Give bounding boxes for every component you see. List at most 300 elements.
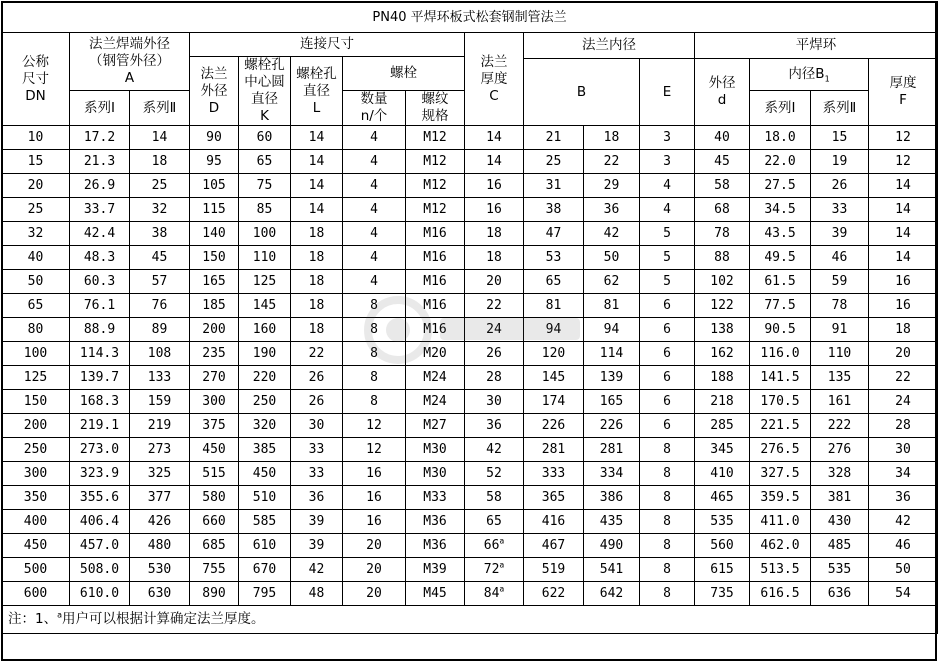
cell-bolt-thread: M12 [406,198,465,222]
cell-bolt-thread: M24 [406,390,465,414]
cell-flange-thickness: 28 [465,366,524,390]
cell-weld-od-series1: 273.0 [70,438,130,462]
cell-ring-thickness: 36 [869,486,938,510]
header-bolt: 螺栓 [343,57,465,91]
cell-dn: 80 [2,318,70,342]
cell-flange-od: 105 [190,174,239,198]
cell-flange-od: 515 [190,462,239,486]
cell-bolt-hole: 18 [291,246,343,270]
cell-flange-thickness: 72$^a$ [465,558,524,582]
cell-ring-id-series1: 49.5 [750,246,811,270]
cell-flange-thickness: 84$^a$ [465,582,524,606]
cell-bolt-qty: 4 [343,270,406,294]
cell-bolt-qty: 16 [343,462,406,486]
cell-ring-od: 465 [695,486,750,510]
cell-bolt-circle: 610 [239,534,291,558]
cell-ring-od: 285 [695,414,750,438]
cell-bolt-thread: M30 [406,462,465,486]
cell-ring-id-series1: 616.5 [750,582,811,606]
cell-flange-id-series1: 365 [524,486,584,510]
cell-e-value: 5 [640,222,695,246]
cell-ring-id-series1: 170.5 [750,390,811,414]
cell-ring-id-series2: 91 [811,318,869,342]
cell-e-value: 3 [640,126,695,150]
cell-flange-thickness: 36 [465,414,524,438]
cell-bolt-thread: M12 [406,150,465,174]
header-ring-thickness: 厚度 F [869,59,938,126]
cell-weld-od-series2: 38 [130,222,190,246]
cell-flange-id-series2: 81 [584,294,640,318]
cell-bolt-hole: 18 [291,318,343,342]
cell-ring-id-series2: 46 [811,246,869,270]
cell-e-value: 8 [640,438,695,462]
cell-weld-od-series2: 76 [130,294,190,318]
cell-flange-od: 890 [190,582,239,606]
cell-bolt-hole: 14 [291,174,343,198]
header-bolt-qty: 数量 n/个 [343,91,406,126]
cell-ring-thickness: 28 [869,414,938,438]
cell-ring-od: 45 [695,150,750,174]
cell-bolt-circle: 670 [239,558,291,582]
cell-weld-od-series1: 114.3 [70,342,130,366]
cell-ring-thickness: 42 [869,510,938,534]
cell-ring-thickness: 16 [869,294,938,318]
cell-flange-thickness: 52 [465,462,524,486]
cell-ring-id-series1: 327.5 [750,462,811,486]
cell-ring-thickness: 16 [869,270,938,294]
cell-ring-thickness: 14 [869,174,938,198]
cell-ring-id-series2: 381 [811,486,869,510]
cell-weld-od-series1: 323.9 [70,462,130,486]
cell-dn: 65 [2,294,70,318]
header-dn: 公称 尺寸 DN [2,33,70,126]
cell-flange-id-series2: 36 [584,198,640,222]
cell-bolt-thread: M30 [406,438,465,462]
header-b: B [524,59,640,126]
cell-bolt-hole: 48 [291,582,343,606]
cell-weld-od-series2: 377 [130,486,190,510]
cell-e-value: 8 [640,510,695,534]
cell-flange-id-series2: 386 [584,486,640,510]
cell-ring-thickness: 24 [869,390,938,414]
cell-flange-od: 270 [190,366,239,390]
cell-flange-od: 660 [190,510,239,534]
cell-ring-od: 88 [695,246,750,270]
cell-weld-od-series2: 219 [130,414,190,438]
cell-e-value: 8 [640,486,695,510]
cell-bolt-thread: M36 [406,510,465,534]
cell-weld-od-series2: 159 [130,390,190,414]
cell-ring-id-series1: 411.0 [750,510,811,534]
cell-flange-id-series2: 490 [584,534,640,558]
cell-flange-thickness: 65 [465,510,524,534]
cell-flange-id-series1: 281 [524,438,584,462]
cell-bolt-qty: 8 [343,318,406,342]
cell-bolt-hole: 39 [291,510,343,534]
cell-ring-thickness: 12 [869,126,938,150]
cell-bolt-qty: 4 [343,174,406,198]
cell-ring-od: 615 [695,558,750,582]
cell-flange-thickness: 18 [465,222,524,246]
cell-flange-thickness: 42 [465,438,524,462]
cell-ring-id-series2: 430 [811,510,869,534]
cell-dn: 300 [2,462,70,486]
cell-bolt-circle: 60 [239,126,291,150]
cell-bolt-thread: M16 [406,246,465,270]
table-frame [1,1,937,661]
cell-bolt-qty: 16 [343,486,406,510]
cell-flange-od: 685 [190,534,239,558]
cell-bolt-hole: 14 [291,198,343,222]
cell-ring-id-series1: 18.0 [750,126,811,150]
cell-bolt-circle: 110 [239,246,291,270]
cell-ring-thickness: 14 [869,198,938,222]
cell-bolt-qty: 16 [343,510,406,534]
cell-ring-id-series2: 328 [811,462,869,486]
header-connection: 连接尺寸 [190,33,465,57]
cell-weld-od-series1: 355.6 [70,486,130,510]
cell-weld-od-series2: 45 [130,246,190,270]
cell-flange-id-series1: 21 [524,126,584,150]
cell-e-value: 6 [640,366,695,390]
cell-flange-id-series1: 467 [524,534,584,558]
cell-bolt-circle: 190 [239,342,291,366]
cell-flange-id-series2: 541 [584,558,640,582]
cell-ring-thickness: 12 [869,150,938,174]
cell-bolt-thread: M36 [406,534,465,558]
cell-flange-od: 375 [190,414,239,438]
cell-bolt-circle: 510 [239,486,291,510]
cell-ring-id-series2: 19 [811,150,869,174]
cell-flange-id-series1: 94 [524,318,584,342]
cell-ring-id-series2: 78 [811,294,869,318]
cell-dn: 32 [2,222,70,246]
cell-bolt-thread: M20 [406,342,465,366]
cell-bolt-hole: 26 [291,390,343,414]
cell-weld-od-series1: 610.0 [70,582,130,606]
cell-e-value: 6 [640,390,695,414]
cell-flange-id-series1: 81 [524,294,584,318]
cell-ring-id-series1: 221.5 [750,414,811,438]
cell-ring-od: 58 [695,174,750,198]
cell-ring-id-series1: 22.0 [750,150,811,174]
header-ring-id-series1: 系列Ⅰ [750,91,811,126]
cell-ring-id-series1: 90.5 [750,318,811,342]
cell-ring-id-series1: 27.5 [750,174,811,198]
cell-flange-id-series1: 519 [524,558,584,582]
cell-flange-id-series2: 165 [584,390,640,414]
cell-ring-id-series1: 116.0 [750,342,811,366]
cell-flange-id-series1: 65 [524,270,584,294]
cell-dn: 400 [2,510,70,534]
cell-e-value: 8 [640,534,695,558]
cell-flange-id-series1: 333 [524,462,584,486]
cell-flange-id-series2: 642 [584,582,640,606]
cell-dn: 350 [2,486,70,510]
cell-e-value: 6 [640,414,695,438]
header-a-series1: 系列Ⅰ [70,91,130,126]
cell-bolt-hole: 14 [291,126,343,150]
cell-flange-id-series1: 145 [524,366,584,390]
cell-weld-od-series2: 530 [130,558,190,582]
cell-bolt-hole: 42 [291,558,343,582]
cell-weld-od-series2: 57 [130,270,190,294]
cell-ring-od: 218 [695,390,750,414]
cell-ring-od: 78 [695,222,750,246]
cell-flange-id-series2: 50 [584,246,640,270]
cell-bolt-thread: M39 [406,558,465,582]
cell-ring-id-series2: 15 [811,126,869,150]
cell-ring-id-series2: 33 [811,198,869,222]
cell-weld-od-series2: 32 [130,198,190,222]
cell-bolt-circle: 65 [239,150,291,174]
cell-ring-thickness: 14 [869,222,938,246]
cell-weld-od-series1: 17.2 [70,126,130,150]
cell-bolt-thread: M12 [406,126,465,150]
cell-ring-id-series2: 535 [811,558,869,582]
cell-bolt-hole: 33 [291,462,343,486]
cell-ring-od: 410 [695,462,750,486]
cell-bolt-hole: 18 [291,222,343,246]
header-bolt-hole: 螺栓孔 直径 L [291,57,343,126]
cell-weld-od-series1: 168.3 [70,390,130,414]
cell-flange-id-series2: 139 [584,366,640,390]
cell-bolt-hole: 18 [291,270,343,294]
cell-ring-id-series2: 26 [811,174,869,198]
cell-e-value: 8 [640,582,695,606]
cell-ring-thickness: 50 [869,558,938,582]
cell-ring-od: 560 [695,534,750,558]
cell-dn: 500 [2,558,70,582]
cell-weld-od-series2: 89 [130,318,190,342]
cell-ring-od: 535 [695,510,750,534]
cell-weld-od-series2: 480 [130,534,190,558]
cell-flange-od: 185 [190,294,239,318]
cell-bolt-thread: M16 [406,318,465,342]
cell-flange-id-series1: 25 [524,150,584,174]
cell-flange-thickness: 30 [465,390,524,414]
cell-ring-id-series1: 462.0 [750,534,811,558]
cell-bolt-thread: M27 [406,414,465,438]
cell-bolt-qty: 8 [343,294,406,318]
cell-bolt-hole: 18 [291,294,343,318]
cell-bolt-thread: M24 [406,366,465,390]
cell-e-value: 6 [640,294,695,318]
cell-bolt-thread: M33 [406,486,465,510]
cell-ring-id-series2: 222 [811,414,869,438]
cell-ring-id-series2: 485 [811,534,869,558]
cell-dn: 10 [2,126,70,150]
cell-ring-id-series1: 43.5 [750,222,811,246]
cell-bolt-circle: 250 [239,390,291,414]
table-title: PN40 平焊环板式松套钢制管法兰 [2,2,938,33]
cell-bolt-hole: 14 [291,150,343,174]
cell-bolt-qty: 4 [343,246,406,270]
cell-dn: 25 [2,198,70,222]
cell-ring-od: 138 [695,318,750,342]
cell-bolt-qty: 4 [343,150,406,174]
cell-weld-od-series2: 426 [130,510,190,534]
cell-bolt-qty: 8 [343,390,406,414]
cell-flange-od: 200 [190,318,239,342]
cell-bolt-qty: 8 [343,366,406,390]
cell-flange-od: 95 [190,150,239,174]
cell-dn: 600 [2,582,70,606]
header-e: E [640,59,695,126]
cell-weld-od-series2: 133 [130,366,190,390]
cell-flange-id-series2: 114 [584,342,640,366]
cell-flange-id-series1: 120 [524,342,584,366]
cell-bolt-qty: 12 [343,414,406,438]
cell-ring-id-series1: 34.5 [750,198,811,222]
cell-flange-thickness: 24 [465,318,524,342]
cell-flange-od: 115 [190,198,239,222]
cell-flange-thickness: 18 [465,246,524,270]
cell-dn: 40 [2,246,70,270]
cell-dn: 125 [2,366,70,390]
cell-weld-od-series1: 48.3 [70,246,130,270]
cell-dn: 50 [2,270,70,294]
cell-flange-od: 755 [190,558,239,582]
cell-weld-od-series1: 26.9 [70,174,130,198]
cell-bolt-circle: 75 [239,174,291,198]
header-a-series2: 系列Ⅱ [130,91,190,126]
cell-e-value: 6 [640,342,695,366]
cell-flange-od: 450 [190,438,239,462]
cell-ring-id-series2: 636 [811,582,869,606]
cell-bolt-thread: M45 [406,582,465,606]
cell-flange-id-series2: 62 [584,270,640,294]
cell-flange-id-series1: 47 [524,222,584,246]
cell-weld-od-series2: 18 [130,150,190,174]
cell-ring-id-series2: 39 [811,222,869,246]
cell-flange-id-series1: 416 [524,510,584,534]
cell-weld-od-series2: 14 [130,126,190,150]
header-flange-od: 法兰 外径 D [190,57,239,126]
cell-dn: 20 [2,174,70,198]
cell-ring-id-series1: 77.5 [750,294,811,318]
cell-ring-od: 345 [695,438,750,462]
header-bolt-circle: 螺栓孔 中心圆 直径 K [239,57,291,126]
cell-e-value: 5 [640,246,695,270]
cell-flange-od: 90 [190,126,239,150]
cell-bolt-thread: M16 [406,270,465,294]
cell-flange-id-series1: 31 [524,174,584,198]
cell-flange-thickness: 58 [465,486,524,510]
cell-flange-thickness: 14 [465,126,524,150]
cell-flange-id-series2: 94 [584,318,640,342]
cell-bolt-circle: 385 [239,438,291,462]
cell-flange-id-series1: 38 [524,198,584,222]
cell-ring-od: 188 [695,366,750,390]
cell-bolt-qty: 20 [343,582,406,606]
cell-e-value: 3 [640,150,695,174]
cell-ring-thickness: 18 [869,318,938,342]
cell-ring-thickness: 54 [869,582,938,606]
cell-flange-id-series2: 42 [584,222,640,246]
cell-dn: 450 [2,534,70,558]
cell-flange-thickness: 20 [465,270,524,294]
cell-weld-od-series1: 42.4 [70,222,130,246]
cell-weld-od-series1: 457.0 [70,534,130,558]
cell-bolt-thread: M16 [406,294,465,318]
header-flange-id: 法兰内径 [524,33,695,59]
cell-bolt-hole: 22 [291,342,343,366]
footnote: 注：1、$^a$用户可以根据计算确定法兰厚度。 [2,606,938,634]
cell-bolt-thread: M12 [406,174,465,198]
cell-flange-id-series2: 281 [584,438,640,462]
header-ring-id: 内径$B_1$ [750,59,869,91]
cell-flange-od: 235 [190,342,239,366]
cell-bolt-hole: 39 [291,534,343,558]
cell-flange-od: 165 [190,270,239,294]
cell-flange-id-series1: 622 [524,582,584,606]
cell-ring-id-series2: 110 [811,342,869,366]
cell-flange-id-series2: 334 [584,462,640,486]
cell-e-value: 6 [640,318,695,342]
cell-weld-od-series2: 25 [130,174,190,198]
cell-ring-id-series1: 359.5 [750,486,811,510]
cell-bolt-hole: 26 [291,366,343,390]
cell-flange-thickness: 14 [465,150,524,174]
cell-flange-thickness: 26 [465,342,524,366]
cell-weld-od-series1: 139.7 [70,366,130,390]
cell-bolt-hole: 30 [291,414,343,438]
cell-flange-id-series2: 226 [584,414,640,438]
header-weld-od: 法兰焊端外径 （钢管外径） A [70,33,190,91]
cell-flange-id-series1: 226 [524,414,584,438]
cell-flange-id-series2: 22 [584,150,640,174]
cell-flange-thickness: 16 [465,174,524,198]
header-ring-od: 外径 d [695,59,750,126]
cell-bolt-circle: 160 [239,318,291,342]
cell-flange-od: 300 [190,390,239,414]
cell-dn: 15 [2,150,70,174]
cell-ring-id-series2: 59 [811,270,869,294]
cell-flange-id-series1: 53 [524,246,584,270]
cell-ring-od: 102 [695,270,750,294]
cell-weld-od-series2: 630 [130,582,190,606]
cell-ring-od: 122 [695,294,750,318]
cell-bolt-hole: 36 [291,486,343,510]
cell-ring-thickness: 14 [869,246,938,270]
cell-ring-thickness: 34 [869,462,938,486]
cell-flange-thickness: 16 [465,198,524,222]
cell-ring-od: 40 [695,126,750,150]
cell-e-value: 5 [640,270,695,294]
cell-dn: 200 [2,414,70,438]
cell-ring-id-series2: 276 [811,438,869,462]
cell-weld-od-series1: 76.1 [70,294,130,318]
cell-flange-id-series1: 174 [524,390,584,414]
cell-ring-id-series2: 161 [811,390,869,414]
cell-weld-od-series2: 273 [130,438,190,462]
cell-dn: 150 [2,390,70,414]
cell-weld-od-series2: 108 [130,342,190,366]
cell-bolt-qty: 4 [343,198,406,222]
cell-ring-od: 162 [695,342,750,366]
cell-bolt-circle: 795 [239,582,291,606]
cell-flange-od: 580 [190,486,239,510]
cell-e-value: 8 [640,462,695,486]
cell-flange-id-series2: 435 [584,510,640,534]
cell-dn: 250 [2,438,70,462]
cell-ring-id-series1: 141.5 [750,366,811,390]
cell-bolt-circle: 220 [239,366,291,390]
cell-bolt-circle: 450 [239,462,291,486]
cell-flange-id-series2: 29 [584,174,640,198]
cell-weld-od-series1: 508.0 [70,558,130,582]
